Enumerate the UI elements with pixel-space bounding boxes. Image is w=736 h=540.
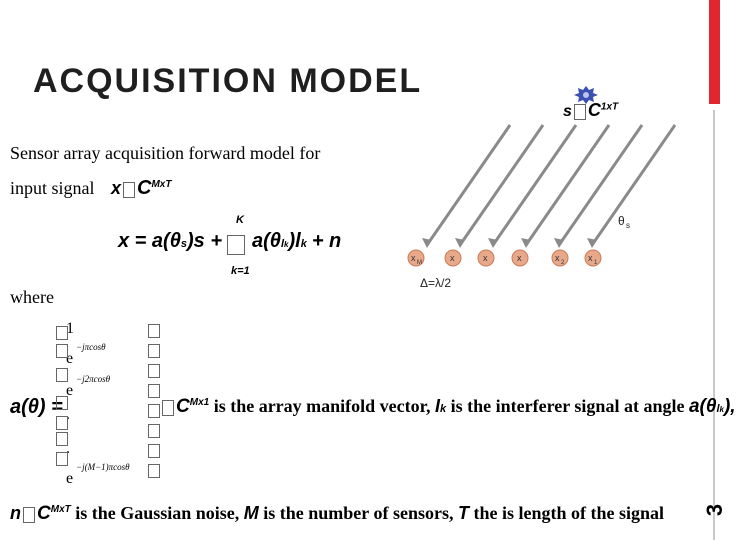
svg-text:x: x (517, 253, 522, 263)
model-description: Sensor array acquisition forward model for (10, 143, 321, 163)
accent-bar (709, 0, 720, 104)
svg-text:2: 2 (561, 260, 565, 266)
svg-text:x: x (483, 253, 488, 263)
side-divider (713, 110, 715, 540)
sensor-array-diagram (380, 80, 680, 300)
manifold-lhs: a(θ) = (10, 396, 63, 418)
svg-text:M: M (417, 260, 422, 266)
input-signal-prefix: input signal (10, 178, 95, 198)
sum-upper-limit: K (236, 214, 244, 226)
input-signal-line: input signal x $C^{MxT}$ (10, 177, 172, 199)
svg-text:1: 1 (594, 260, 598, 266)
page-number: 3 (702, 503, 727, 517)
where-label: where (10, 287, 54, 307)
page-title: ACQUISITION MODEL (33, 62, 423, 100)
manifold-description: $C^{Mx1}$ is the array manifold vector, Ik is the interferer signal at angle a(θlk), (160, 396, 736, 418)
svg-text:s: s (626, 221, 630, 230)
spacing-label: Δ=λ/2 (420, 276, 452, 290)
ray-arrowheads (422, 238, 597, 248)
svg-text:x: x (450, 253, 455, 263)
signal-space-label: s $C^{1xT}$ (563, 100, 619, 120)
sensor-labels (411, 253, 598, 266)
svg-text:x: x (555, 253, 560, 263)
signal-source-icon (574, 86, 598, 104)
forward-model-equation: x = a(θs)s + a(θlk)lk + n (118, 230, 341, 253)
svg-text:x: x (588, 253, 593, 263)
incident-rays (427, 125, 675, 245)
angle-label (618, 214, 630, 230)
svg-text:θ: θ (618, 214, 625, 228)
noise-line: n $C^{MxT}$ is the Gaussian noise, M is the number of sensors, T the is length of the signal (10, 503, 664, 524)
sum-lower-limit: k=1 (231, 265, 250, 277)
svg-text:x: x (411, 253, 416, 263)
manifold-vector: 1 e −jπcosθ e −j2πcosθ . . e −j(M−1)πcosθ (62, 320, 152, 490)
sensor-elements (408, 250, 601, 266)
